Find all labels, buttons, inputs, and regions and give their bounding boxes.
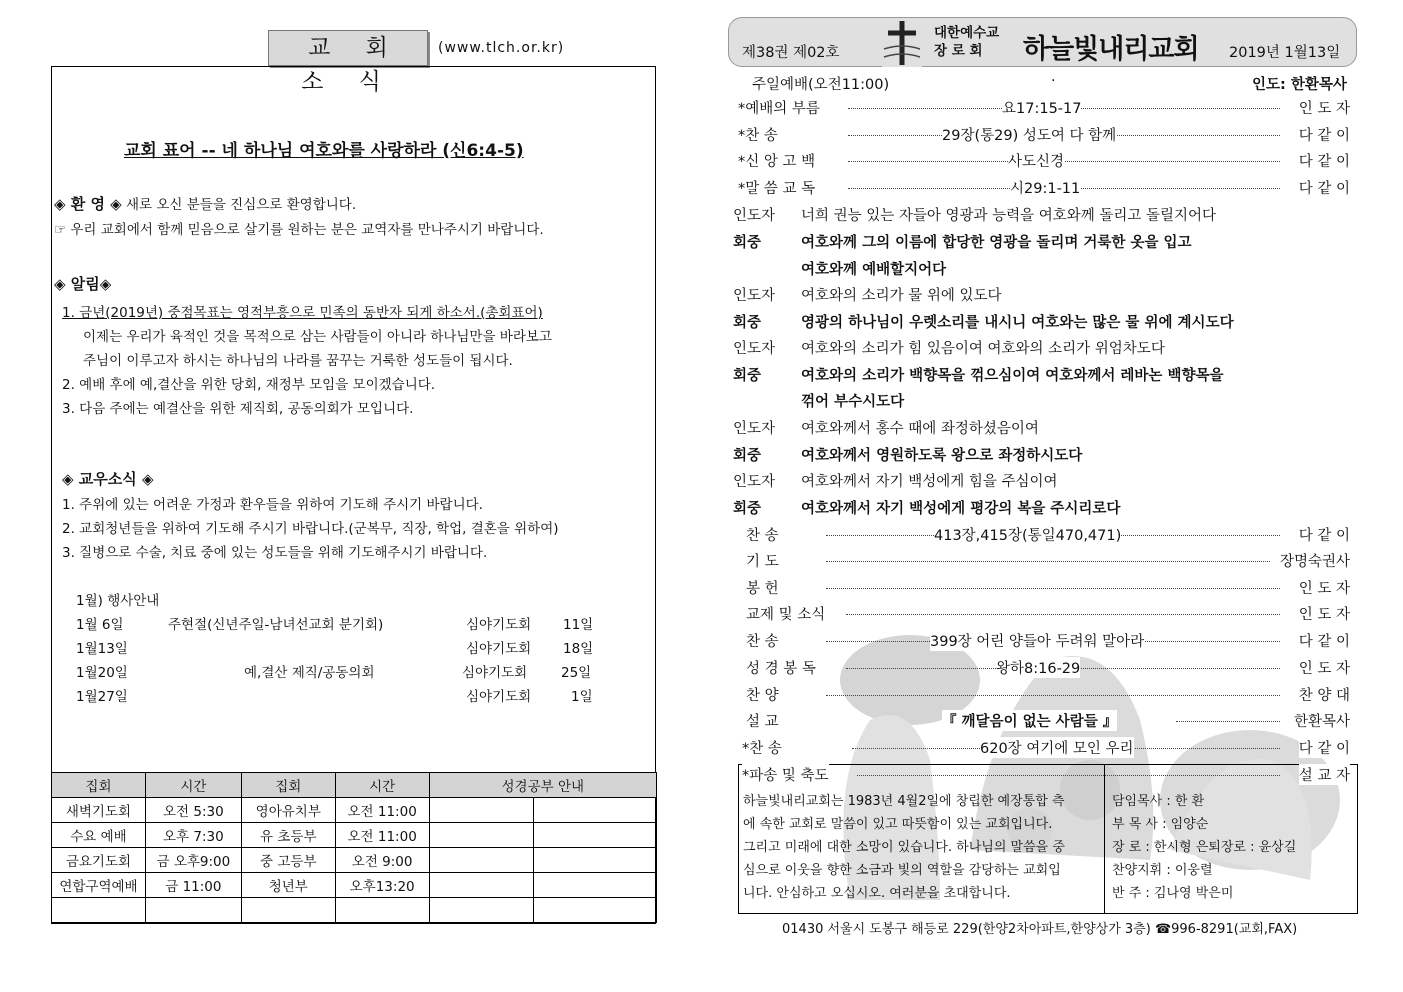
notice-item-1c: 주님이 이루고자 하시는 하나님의 나라를 꿈꾸는 거룩한 성도들이 됩시다.: [83, 353, 513, 369]
worship-order-row: [738, 97, 1350, 119]
responsive-text: 여호와께서 자기 백성에게 평강의 복을 주시리로다: [801, 501, 1121, 517]
worship-order-row: [738, 150, 1350, 172]
worship-order-row: [746, 710, 1350, 732]
responsive-text: 여호와의 소리가 힘 있음이여 여호와의 소리가 위엄차도다: [801, 341, 1165, 357]
bulletin-date: 2019년 1월13일: [1229, 45, 1341, 61]
notice-item-2: 2. 예배 후에 예,결산을 위한 당회, 재정부 모임을 모이겠습니다.: [62, 377, 436, 393]
staff-line: 반 주 : 김나영 박은미: [1112, 886, 1234, 901]
event-night-prayer: 심야기도회: [462, 665, 528, 681]
church-address: 01430 서울시 도봉구 해등로 229(한양2차아파트,한양상가 3층) ☎996-8291(교회,FAX): [782, 922, 1298, 937]
denomination-line-1: 대한예수교: [934, 25, 1000, 41]
table-cell: 오후13:20: [335, 873, 429, 898]
worship-by: 설 교 자: [1299, 764, 1350, 785]
worship-by: 다 같 이: [1299, 737, 1350, 758]
prayer-item-2: 2. 교회청년들을 위하여 기도해 주시기 바랍니다.(군복무, 직장, 학업, 결혼을 위하여): [62, 521, 559, 537]
table-row: [52, 848, 657, 873]
event-night-prayer: 심야기도회: [466, 689, 532, 705]
event-night-prayer: 심야기도회: [466, 641, 532, 657]
responsive-role: 회중: [733, 235, 762, 251]
table-cell: 금 11:00: [145, 873, 241, 898]
events-heading: 1월) 행사안내: [76, 593, 160, 609]
responsive-role: 인도자: [733, 208, 776, 224]
worship-by: 다 같 이: [1299, 124, 1350, 145]
table-row: [52, 873, 657, 898]
worship-order-row: [742, 764, 1350, 786]
intro-line: 그리고 미래에 대한 소망이 있습니다. 하나님의 말씀을 중: [743, 840, 1065, 855]
table-cell: 오전 9:00: [335, 848, 429, 873]
responsive-role: 인도자: [733, 288, 776, 304]
worship-by: 장명숙권사: [1280, 550, 1350, 571]
responsive-role: 회중: [733, 315, 762, 331]
staff-line: 찬양지휘 : 이웅렬: [1112, 863, 1213, 878]
event-date: 1월27일: [76, 689, 128, 705]
intro-line: 하늘빛내리교회는 1983년 4월2일에 창립한 예장통합 측: [743, 794, 1065, 809]
worship-order-row: [738, 177, 1350, 199]
worship-by: 인 도 자: [1299, 603, 1350, 624]
denomination-line-2: 장 로 회: [934, 43, 983, 59]
intro-line: 에 속한 교회로 말씀이 있고 따뜻함이 있는 교회입니다.: [743, 817, 1053, 832]
worship-content: 왕하8:16-29: [996, 657, 1080, 678]
worship-by: 다 같 이: [1299, 177, 1350, 198]
worship-item: 찬 송: [746, 524, 779, 545]
responsive-text: 여호와의 소리가 백향목을 꺾으심이여 여호와께서 레바논 백향목을: [801, 368, 1224, 384]
news-title: 교 회 소 식: [268, 30, 428, 66]
denomination: [934, 24, 999, 60]
table-cell: [429, 848, 534, 873]
table-cell: [429, 823, 534, 848]
event-date: 1월 6일: [76, 617, 124, 633]
welcome-line2: ☞ 우리 교회에서 함께 믿음으로 살기를 원하는 분은 교역자를 만나주시기 바랍니다.: [54, 222, 544, 238]
responsive-role: 회중: [733, 448, 762, 464]
service-leader: 인도: 한환목사: [1252, 77, 1347, 93]
table-header: 집회: [241, 773, 335, 798]
responsive-text: 꺾어 부수시도다: [801, 394, 905, 410]
table-cell: [534, 898, 657, 923]
service-title: 주일예배(오전11:00): [752, 77, 890, 93]
responsive-text: 여호와께 그의 이름에 합당한 영광을 돌리며 거룩한 옷을 입고: [801, 235, 1192, 251]
event-night-day: 11일: [563, 617, 594, 633]
table-cell: [534, 798, 657, 823]
responsive-text: 여호와께서 영원하도록 왕으로 좌정하시도다: [801, 448, 1083, 464]
event-name: 예,결산 제직/공동의회: [244, 665, 375, 681]
intro-divider: [1104, 764, 1105, 914]
event-name: 주현절(신년주일-남녀선교회 분기회): [168, 617, 384, 633]
table-cell: 영아유치부: [241, 798, 335, 823]
table-cell: [429, 873, 534, 898]
worship-order-row: [738, 124, 1350, 146]
worship-content: 620장 여기에 모인 우리: [980, 737, 1134, 758]
church-motto: 교회 표어 -- 네 하나님 여호와를 사랑하라 (신6:4-5): [124, 141, 524, 161]
cross-logo-icon: [882, 19, 922, 67]
notice-item-1: 1. 금년(2019년) 중점목표는 영적부흥으로 민족의 동반자 되게 하소서.(총회표어): [62, 305, 543, 321]
worship-content: 시29:1-11: [1010, 177, 1080, 198]
table-row: [52, 898, 657, 923]
event-night-prayer: 심야기도회: [466, 617, 532, 633]
responsive-text: 영광의 하나님이 우렛소리를 내시니 여호와는 많은 물 위에 계시도다: [801, 315, 1234, 331]
notice-heading: ◈ 알림◈: [54, 275, 112, 293]
staff-line: 장 로 : 한시형 은퇴장로 : 윤상길: [1112, 840, 1297, 855]
church-name: 하늘빛내리교회: [1023, 34, 1199, 65]
sermon-title: 『 깨달음이 없는 사람들 』: [942, 710, 1117, 731]
table-cell: [534, 823, 657, 848]
worship-by: 한환목사: [1294, 710, 1350, 731]
worship-item: 성 경 봉 독: [746, 657, 816, 678]
worship-item: *신 앙 고 백: [738, 150, 815, 171]
responsive-role: 회중: [733, 368, 762, 384]
table-cell: 수요 예배: [52, 823, 146, 848]
notice-item-3: 3. 다음 주에는 예결산을 위한 제직회, 공동의회가 모입니다.: [62, 401, 414, 417]
table-header: 성경공부 안내: [429, 773, 656, 798]
prayer-item-1: 1. 주위에 있는 어려운 가정과 환우들을 위하여 기도해 주시기 바랍니다.: [62, 497, 483, 513]
worship-item: 기 도: [746, 550, 779, 571]
volume-number: 제38권 제02호: [742, 45, 840, 61]
prayer-heading: ◈ 교우소식 ◈: [62, 470, 154, 488]
worship-item: 찬 송: [746, 630, 779, 651]
worship-order-row: [746, 657, 1350, 679]
prayer-item-3: 3. 질병으로 수술, 치료 중에 있는 성도들을 위해 기도해주시기 바랍니다.: [62, 545, 488, 561]
responsive-text: 여호와의 소리가 물 위에 있도다: [801, 288, 1002, 304]
event-night-day: 1일: [571, 689, 593, 705]
worship-by: 다 같 이: [1299, 630, 1350, 651]
worship-item: *파송 및 축도: [742, 764, 829, 785]
staff-line: 담임목사 : 한 환: [1112, 794, 1205, 809]
table-header-row: [52, 773, 657, 798]
worship-order-row: [746, 684, 1350, 706]
event-date: 1월20일: [76, 665, 128, 681]
responsive-role: 인도자: [733, 421, 776, 437]
worship-item: 찬 양: [746, 684, 779, 705]
worship-content: 413장,415장(통일470,471): [934, 524, 1121, 545]
church-url[interactable]: (www.tlch.or.kr): [438, 40, 565, 56]
worship-by: 다 같 이: [1299, 524, 1350, 545]
meeting-schedule-table: [51, 772, 657, 923]
table-cell: [241, 898, 335, 923]
worship-order-row: [746, 524, 1350, 546]
worship-content: 요17:15-17: [1002, 97, 1081, 118]
worship-item: *말 씀 교 독: [738, 177, 815, 198]
worship-item: 설 교: [746, 710, 779, 731]
table-cell: 오후 7:30: [145, 823, 241, 848]
table-cell: 오전 5:30: [145, 798, 241, 823]
responsive-text: 여호와께 예배할지어다: [801, 262, 947, 278]
table-cell: [429, 798, 534, 823]
intro-line: 니다. 안심하고 오십시오. 여러분을 초대합니다.: [743, 886, 1011, 901]
welcome-section: [54, 193, 356, 214]
worship-item: *찬 송: [738, 124, 778, 145]
worship-order-row: [746, 630, 1350, 652]
staff-line: 부 목 사 : 임양순: [1112, 817, 1209, 832]
table-cell: [335, 898, 429, 923]
table-cell: 새벽기도회: [52, 798, 146, 823]
worship-by: 찬 양 대: [1299, 684, 1350, 705]
intro-line: 심으로 이웃을 향한 소금과 빛의 역할을 감당하는 교회입: [743, 863, 1061, 878]
event-night-day: 18일: [563, 641, 594, 657]
notice-item-1b: 이제는 우리가 육적인 것을 목적으로 삼는 사람들이 아니라 하나님만을 바라보고: [83, 329, 552, 345]
worship-order-row: [746, 550, 1350, 572]
worship-by: 인 도 자: [1299, 97, 1350, 118]
responsive-role: 인도자: [733, 474, 776, 490]
table-cell: [534, 873, 657, 898]
worship-item: 봉 헌: [746, 577, 779, 598]
table-cell: 오전 11:00: [335, 823, 429, 848]
worship-by: 다 같 이: [1299, 150, 1350, 171]
responsive-text: 너희 권능 있는 자들아 영광과 능력을 여호와께 돌리고 돌릴지어다: [801, 208, 1217, 224]
table-cell: 유 초등부: [241, 823, 335, 848]
table-cell: 중 고등부: [241, 848, 335, 873]
responsive-role: 회중: [733, 501, 762, 517]
welcome-text: 새로 오신 분들을 진심으로 환영합니다.: [126, 197, 357, 213]
separator-dot: ·: [1051, 73, 1056, 89]
worship-by: 인 도 자: [1299, 577, 1350, 598]
table-cell: 청년부: [241, 873, 335, 898]
worship-content: 399장 어린 양들아 두려워 말아라: [930, 630, 1144, 651]
welcome-heading: ◈ 환 영 ◈: [54, 195, 122, 213]
table-cell: 금요기도회: [52, 848, 146, 873]
table-cell: [145, 898, 241, 923]
responsive-text: 여호와께서 자기 백성에게 힘을 주심이여: [801, 474, 1058, 490]
event-date: 1월13일: [76, 641, 128, 657]
worship-order-row: [746, 577, 1350, 599]
worship-content: 29장(통29) 성도여 다 함께: [942, 124, 1116, 145]
worship-order-row: [746, 603, 1350, 625]
table-cell: [534, 848, 657, 873]
worship-item: 교제 및 소식: [746, 603, 825, 624]
worship-order-row: [742, 737, 1350, 759]
table-cell: 오전 11:00: [335, 798, 429, 823]
table-cell: 연합구역예배: [52, 873, 146, 898]
worship-by: 인 도 자: [1299, 657, 1350, 678]
table-cell: [52, 898, 146, 923]
table-header: 시간: [335, 773, 429, 798]
worship-item: *찬 송: [742, 737, 782, 758]
table-header: 시간: [145, 773, 241, 798]
responsive-role: 인도자: [733, 341, 776, 357]
table-cell: 금 오후9:00: [145, 848, 241, 873]
table-cell: [429, 898, 534, 923]
worship-content: 사도신경: [1008, 150, 1064, 171]
event-night-day: 25일: [561, 665, 592, 681]
table-row: [52, 798, 657, 823]
table-header: 집회: [52, 773, 146, 798]
table-row: [52, 823, 657, 848]
responsive-text: 여호와께서 홍수 때에 좌정하셨음이여: [801, 421, 1039, 437]
worship-item: *예배의 부름: [738, 97, 820, 118]
